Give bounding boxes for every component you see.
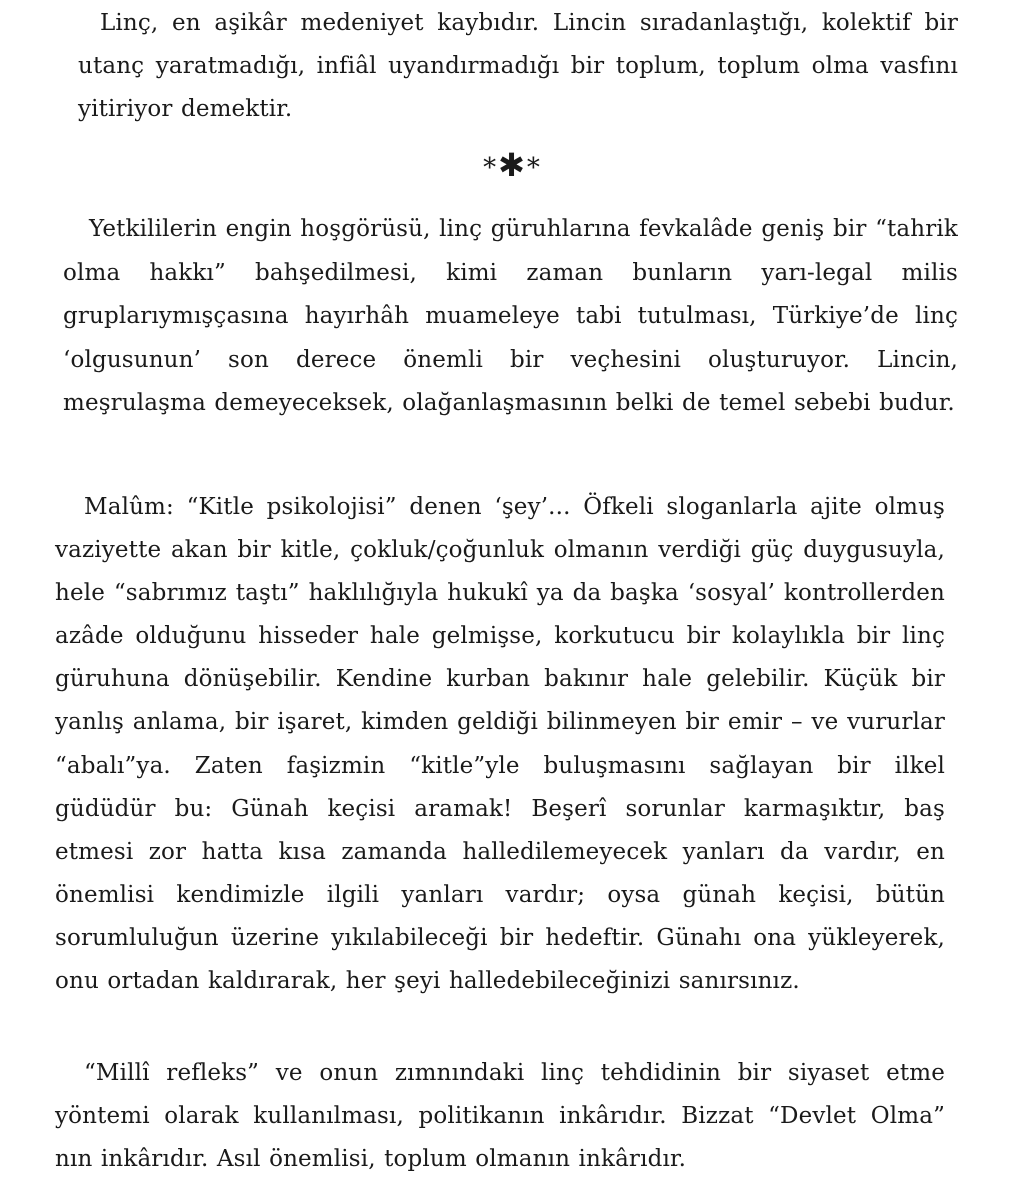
paragraph-1: Linç, en aşikâr medeniyet kaybıdır. Lincin sıradanlaştığı, kolektif bir utanç yaratmadığı, infiâl uyandırmadığı bir toplum, toplum olma vasfını yitiriyor demektir.: [78, 10, 958, 123]
section-separator: [0, 146, 1025, 184]
paragraph-4: “Millî refleks” ve onun zımnındaki linç tehdidinin bir siyaset etme yöntemi olarak kullanılması, politikanın inkârıdır. Bizzat “Devlet Olma” nın inkârıdır. Asıl önemlisi, toplum olmanın inkârıdır.: [55, 1060, 945, 1173]
separator-star-center: ✱: [498, 146, 527, 184]
separator-star-left: *: [483, 153, 499, 183]
separator-star-right: *: [526, 153, 542, 183]
paragraph-3: Malûm: “Kitle psikolojisi” denen ‘şey’... Öfkeli sloganlarla ajite olmuş vaziyette akan bir kitle, çokluk/çoğunluk olmanın verdiği güç duygusuyla, hele “sabrımız taştı” haklılığıyla hukukî ya da başka ‘sosyal’ kontrollerden azâde olduğunu hisseder hale gelmişse, korkutucu bir kolaylıkla bir linç güruhuna dönüşebilir. Kendine kurban bakınır hale gelebilir. Küçük bir yanlış anlama, bir işaret, kimden geldiği bilinmeyen bir emir – ve vururlar “abalı”ya. Zaten faşizmin “kitle”yle buluşmasını sağlayan bir ilkel güdüdür bu: Günah keçisi aramak! Beşerî sorunlar karmaşıktır, baş etmesi zor hatta kısa zamanda halledilemeyecek yanları da vardır, en önemlisi kendimizle ilgili yanları vardır; oysa günah keçisi, bütün sorumluluğun üzerine yıkılabileceği bir hedeftir. Günahı ona yükleyerek, onu ortadan kaldırarak, her şeyi halledebileceğinizi sanırsınız.: [55, 494, 945, 995]
paragraph-2: Yetkililerin engin hoşgörüsü, linç güruhlarına fevkalâde geniş bir “tahrik olma hakkı” bahşedilmesi, kimi zaman bunların yarı-legal milis gruplarıymışçasına hayırhâh muameleye tabi tutulması, Türkiye’de linç ‘olgusunun’ son derece önemli bir veçhesini oluşturuyor. Lincin, meşrulaşma demeyeceksek, olağanlaşmasının belki de temel sebebi budur.: [63, 216, 958, 416]
